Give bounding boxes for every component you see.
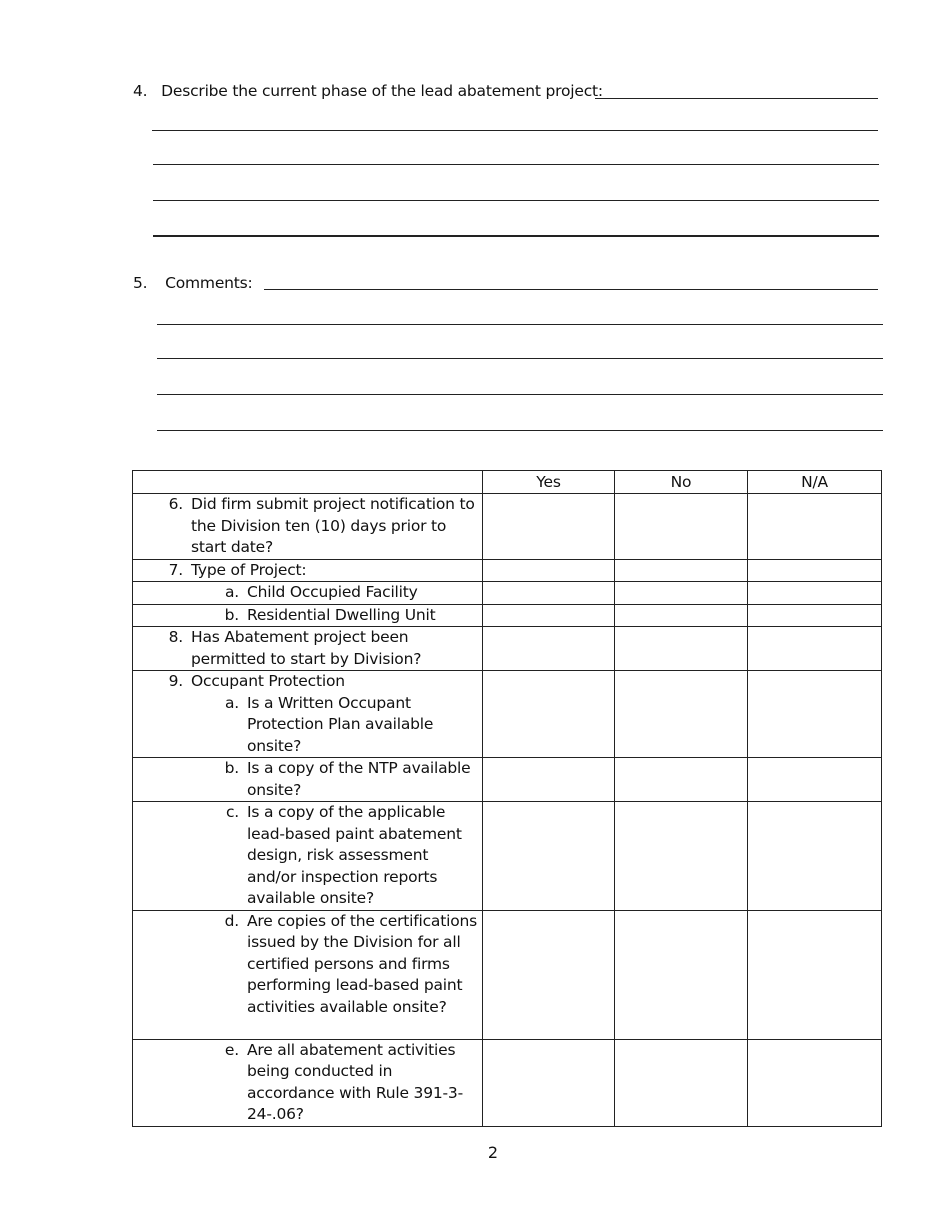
question-4-answer-line-2[interactable]	[152, 130, 878, 131]
header-no: No	[615, 471, 748, 494]
question-4-number: 4.	[133, 82, 148, 100]
no-cell[interactable]	[615, 910, 748, 1039]
table-row	[133, 604, 882, 627]
table-row	[133, 1039, 882, 1126]
question-4	[133, 82, 603, 100]
page-number: 2	[487, 1143, 499, 1162]
yes-cell[interactable]	[483, 494, 615, 560]
no-cell[interactable]	[615, 582, 748, 605]
na-cell[interactable]	[748, 604, 882, 627]
question-8-text: Has Abatement project been permitted to start by Division?	[191, 628, 422, 668]
table-row	[133, 802, 882, 911]
yes-cell[interactable]	[483, 802, 615, 911]
table-row	[133, 494, 882, 560]
no-cell[interactable]	[615, 494, 748, 560]
table-header-row	[133, 471, 882, 494]
na-cell[interactable]	[748, 627, 882, 671]
question-9d: d. Are copies of the certifications issued by the Division for all certified persons and firms performing lead-based paint activities available onsite?	[133, 910, 483, 1039]
question-7b: b. Residential Dwelling Unit	[133, 604, 483, 627]
question-9d-text: Are copies of the certifications issued by the Division for all certified persons and firms performing lead-based paint activities available onsite?	[247, 911, 477, 1016]
yes-cell[interactable]	[483, 559, 615, 582]
no-cell[interactable]	[615, 627, 748, 671]
yes-cell[interactable]	[483, 910, 615, 1039]
question-4-label: Describe the current phase of the lead abatement project:	[161, 82, 603, 100]
question-7a: a. Child Occupied Facility	[133, 582, 483, 605]
question-7: 7. Type of Project:	[133, 559, 483, 582]
yes-cell[interactable]	[483, 671, 615, 758]
yes-cell[interactable]	[483, 582, 615, 605]
checklist-table	[132, 470, 882, 1127]
question-7a-text: Child Occupied Facility	[247, 583, 418, 601]
question-9a-text: Is a Written Occupant Protection Plan available onsite?	[247, 693, 434, 755]
table-row	[133, 910, 882, 1039]
question-4-answer-line-3[interactable]	[153, 164, 879, 165]
table-row	[133, 671, 882, 758]
table-row	[133, 559, 882, 582]
na-cell[interactable]	[748, 910, 882, 1039]
na-cell[interactable]	[748, 1039, 882, 1126]
na-cell[interactable]	[748, 671, 882, 758]
yes-cell[interactable]	[483, 1039, 615, 1126]
question-5-label: Comments:	[165, 274, 253, 292]
question-9e: e. Are all abatement activities being conducted in accordance with Rule 391-3-24-.06?	[133, 1039, 483, 1126]
table-row	[133, 627, 882, 671]
question-9-text: Occupant Protection	[191, 672, 345, 690]
question-7b-text: Residential Dwelling Unit	[247, 605, 436, 624]
yes-cell[interactable]	[483, 627, 615, 671]
question-4-answer-line-5[interactable]	[153, 235, 879, 237]
question-8: 8. Has Abatement project been permitted to start by Division?	[133, 627, 483, 671]
question-4-answer-line-1[interactable]	[595, 98, 878, 99]
no-cell[interactable]	[615, 1039, 748, 1126]
question-6: 6. Did firm submit project notification to the Division ten (10) days prior to start date?	[133, 494, 483, 560]
na-cell[interactable]	[748, 802, 882, 911]
comments-line-2[interactable]	[157, 324, 883, 325]
yes-cell[interactable]	[483, 604, 615, 627]
header-na: N/A	[748, 471, 882, 494]
comments-line-1[interactable]	[264, 289, 878, 290]
header-item	[133, 471, 483, 494]
no-cell[interactable]	[615, 802, 748, 911]
comments-line-4[interactable]	[157, 394, 883, 395]
yes-cell[interactable]	[483, 758, 615, 802]
na-cell[interactable]	[748, 758, 882, 802]
question-5	[133, 274, 253, 292]
question-9b: b. Is a copy of the NTP available onsite?	[133, 758, 483, 802]
question-7-text: Type of Project:	[191, 560, 307, 579]
no-cell[interactable]	[615, 559, 748, 582]
question-9e-text: Are all abatement activities being conducted in accordance with Rule 391-3-24-.06?	[247, 1040, 463, 1123]
na-cell[interactable]	[748, 582, 882, 605]
no-cell[interactable]	[615, 604, 748, 627]
table-row	[133, 758, 882, 802]
question-4-answer-line-4[interactable]	[153, 200, 879, 201]
na-cell[interactable]	[748, 494, 882, 560]
table-row	[133, 582, 882, 605]
header-yes: Yes	[483, 471, 615, 494]
question-9: 9. Occupant Protection a. Is a Written Occupant Protection Plan available onsite?	[133, 671, 483, 758]
na-cell[interactable]	[748, 559, 882, 582]
question-9c: c. Is a copy of the applicable lead-based paint abatement design, risk assessment and/or inspection reports available onsite?	[133, 802, 483, 911]
question-9b-text: Is a copy of the NTP available onsite?	[247, 759, 471, 799]
question-6-text: Did firm submit project notification to the Division ten (10) days prior to start date?	[191, 495, 475, 556]
no-cell[interactable]	[615, 758, 748, 802]
question-5-number: 5.	[133, 274, 148, 292]
question-9c-text: Is a copy of the applicable lead-based paint abatement design, risk assessment and/or inspection reports available onsite?	[247, 803, 462, 907]
comments-line-3[interactable]	[157, 358, 883, 359]
no-cell[interactable]	[615, 671, 748, 758]
comments-line-5[interactable]	[157, 430, 883, 431]
